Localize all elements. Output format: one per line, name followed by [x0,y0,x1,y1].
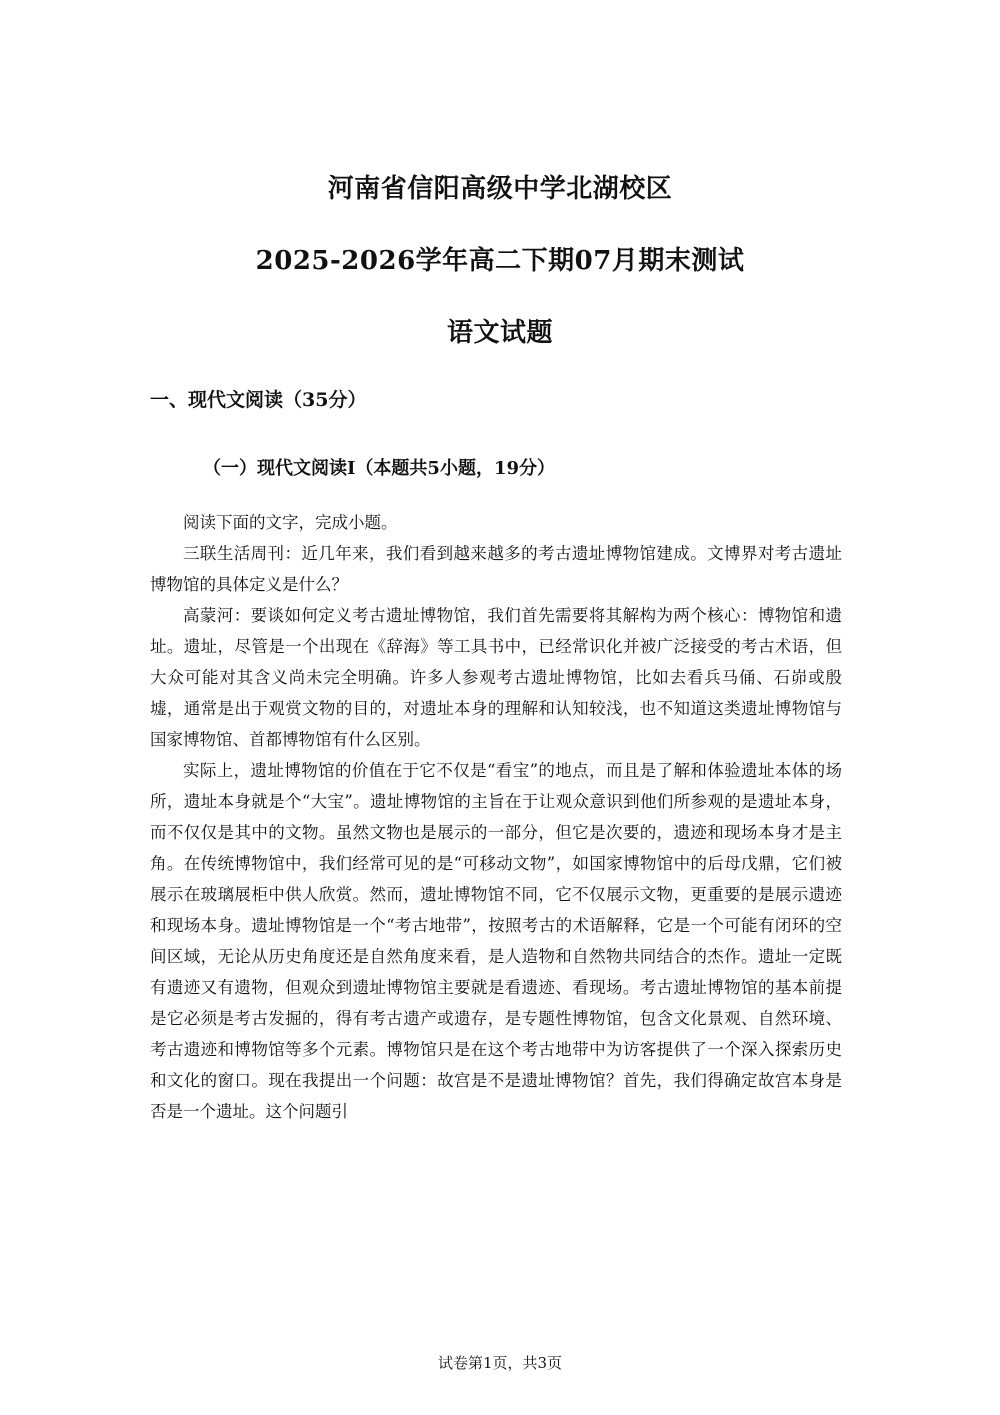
exam-title: 2025-2026学年高二下期07月期末测试 [255,246,745,276]
section-heading: 一、现代文阅读（35分） [150,389,367,411]
page-footer: 试卷第1页，共3页 [437,1354,563,1372]
question-paragraph: 三联生活周刊：近几年来，我们看到越来越多的考古遗址博物馆建成。文博界对考古遗址博物馆的具体定义是什么？ [150,544,842,594]
subsection-heading: （一）现代文阅读I（本题共5小题，19分） [203,458,555,479]
reading-passage [150,507,842,1127]
answer-paragraph: 高蒙河：要谈如何定义考古遗址博物馆，我们首先需要将其解构为两个核心：博物馆和遗址。遗址，尽管是一个出现在《辞海》等工具书中，已经常识化并被广泛接受的考古术语，但大众可能对其含义尚未完全明确。许多人参观考古遗址博物馆，比如去看兵马俑、石峁或殷墟，通常是出于观赏文物的目的，对遗址本身的理解和认知较浅，也不知道这类遗址博物馆与国家博物馆、首都博物馆有什么区别。 [150,606,842,749]
instruction-paragraph: 阅读下面的文字，完成小题。 [183,513,398,532]
answer-paragraph-continued: 实际上，遗址博物馆的价值在于它不仅是“看宝”的地点，而且是了解和体验遗址本体的场所，遗址本身就是个“大宝”。遗址博物馆的主旨在于让观众意识到他们所参观的是遗址本身，而不仅仅是其中的文物。虽然文物也是展示的一部分，但它是次要的，遗迹和现场本身才是主角。在传统博物馆中，我们经常可见的是“可移动文物”，如国家博物馆中的后母戊鼎，它们被展示在玻璃展柜中供人欣赏。然而，遗址博物馆不同，它不仅展示文物，更重要的是展示遗迹和现场本身。遗址博物馆是一个“考古地带”，按照考古的术语解释，它是一个可能有闭环的空间区域，无论从历史角度还是自然角度来看，是人造物和自然物共同结合的杰作。遗址一定既有遗迹又有遗物，但观众到遗址博物馆主要就是看遗迹、看现场。考古遗址博物馆的基本前提是它必须是考古发掘的，得有考古遗产或遗存，是专题性博物馆，包含文化景观、自然环境、考古遗迹和博物馆等多个元素。博物馆只是在这个考古地带中为访客提供了一个深入探索历史和文化的窗口。现在我提出一个问题：故宫是不是遗址博物馆？首先，我们得确定故宫本身是否是一个遗址。这个问题引 [150,761,842,1121]
school-title: 河南省信阳高级中学北湖校区 [327,174,673,204]
subject-title: 语文试题 [446,318,553,348]
